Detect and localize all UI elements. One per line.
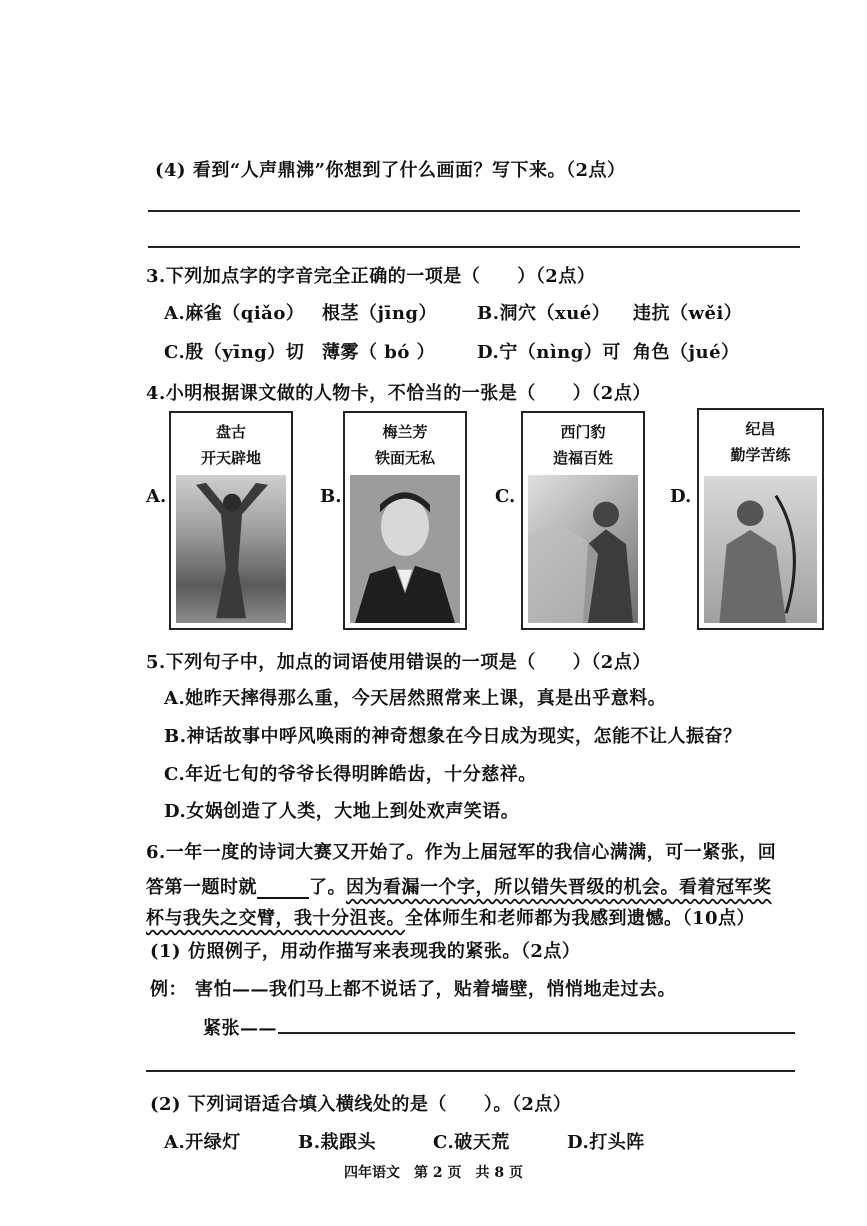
q5-option-a: A.她昨天摔得那么重，今天居然照常来上课，真是出乎意料。: [164, 688, 667, 709]
answer-line[interactable]: [278, 1032, 795, 1034]
q5-stem: 5.下列句子中，加点的词语使用错误的一项是（ ）（2点）: [146, 652, 651, 673]
mei-lanfang-portrait: [350, 475, 460, 623]
q6-fill-blank[interactable]: [257, 879, 309, 899]
q6-wavy-sentence-2: 杯与我失之交臂，我十分沮丧。: [146, 908, 405, 929]
q4-stem: 4.小明根据课文做的人物卡，不恰当的一张是（ ）（2点）: [146, 383, 651, 404]
q5-option-c: C.年近七旬的爷爷长得明眸皓齿，十分慈祥。: [164, 764, 537, 785]
q6-line-3: [146, 904, 755, 930]
q4-sub-question: (4) 看到“人声鼎沸”你想到了什么画面？写下来。（2点）: [155, 160, 626, 181]
card-desc: 铁面无私: [374, 449, 435, 467]
person-card-a[interactable]: [169, 411, 293, 630]
ji-chang-illustration: [704, 476, 817, 623]
q6-line-1: 6.一年一度的诗词大赛又开始了。作为上届冠军的我信心满满，可一紧张，回: [146, 842, 777, 863]
q6-option-d: D.打头阵: [567, 1132, 645, 1153]
card-desc: 勤学苦练: [730, 446, 791, 464]
q6-wavy-sentence: 因为看漏一个字，所以错失晋级的机会。看着冠军奖: [346, 877, 772, 898]
card-desc: 造福百姓: [552, 449, 613, 467]
answer-line[interactable]: [148, 246, 800, 248]
q3-option-b-2: 违抗（wěi）: [633, 303, 743, 324]
ximen-bao-illustration: [528, 475, 638, 623]
q6-line-2: [146, 873, 772, 899]
q5-option-b: B.神话故事中呼风唤雨的神奇想象在今日成为现实，怎能不让人振奋？: [164, 726, 742, 747]
example-label: 例：: [150, 979, 187, 1000]
answer-line[interactable]: [146, 1070, 795, 1072]
q3-option-a: A.麻雀（qiǎo）: [164, 303, 305, 324]
example-text: 害怕——我们马上都不说话了，贴着墙壁，悄悄地走过去。: [195, 979, 676, 1000]
card-name: 西门豹: [560, 423, 606, 441]
q6-sub-1: (1) 仿照例子，用动作描写来表现我的紧张。（2点）: [150, 941, 581, 962]
q3-option-d: D.宁（nìng）可: [477, 342, 621, 363]
answer-line[interactable]: [148, 210, 800, 212]
q5-option-d: D.女娲创造了人类，大地上到处欢声笑语。: [164, 801, 520, 822]
person-card-d[interactable]: [697, 408, 824, 630]
person-card-b[interactable]: [343, 411, 467, 630]
q3-stem: 3.下列加点字的字音完全正确的一项是（ ）（2点）: [146, 266, 596, 287]
fill-label: 紧张——: [203, 1018, 277, 1039]
pangu-illustration: [176, 475, 286, 623]
q3-option-c-2: 薄雾（ bó ）: [322, 342, 436, 363]
card-letter-d: D.: [670, 486, 692, 507]
q6-sub-2: (2) 下列词语适合填入横线处的是（ ）。（2点）: [150, 1094, 572, 1115]
card-letter-a: A.: [146, 486, 167, 507]
page-footer: 四年语文 第 2 页 共 8 页: [344, 1165, 523, 1181]
card-letter-b: B.: [320, 486, 342, 507]
q3-option-b: B.洞穴（xué）: [477, 303, 611, 324]
card-desc: 开天辟地: [200, 449, 261, 467]
q6-line-2-start: 答第一题时就: [146, 877, 257, 898]
person-card-c[interactable]: [521, 411, 645, 630]
q6-option-a: A.开绿灯: [164, 1132, 241, 1153]
card-letter-c: C.: [495, 486, 516, 507]
card-name: 盘古: [215, 423, 246, 441]
card-name: 梅兰芳: [382, 423, 428, 441]
q6-line-2-mid: 了。: [309, 877, 346, 898]
card-name: 纪昌: [745, 420, 776, 438]
q3-option-d-2: 角色（jué）: [633, 342, 740, 363]
q3-option-a-2: 根茎（jīng）: [322, 303, 438, 324]
q6-option-b: B.栽跟头: [298, 1132, 376, 1153]
q6-option-c: C.破天荒: [433, 1132, 510, 1153]
q3-option-c: C.殷（yīng）切: [164, 342, 305, 363]
q6-line-3-end: 全体师生和老师都为我感到遗憾。（10点）: [405, 908, 756, 929]
